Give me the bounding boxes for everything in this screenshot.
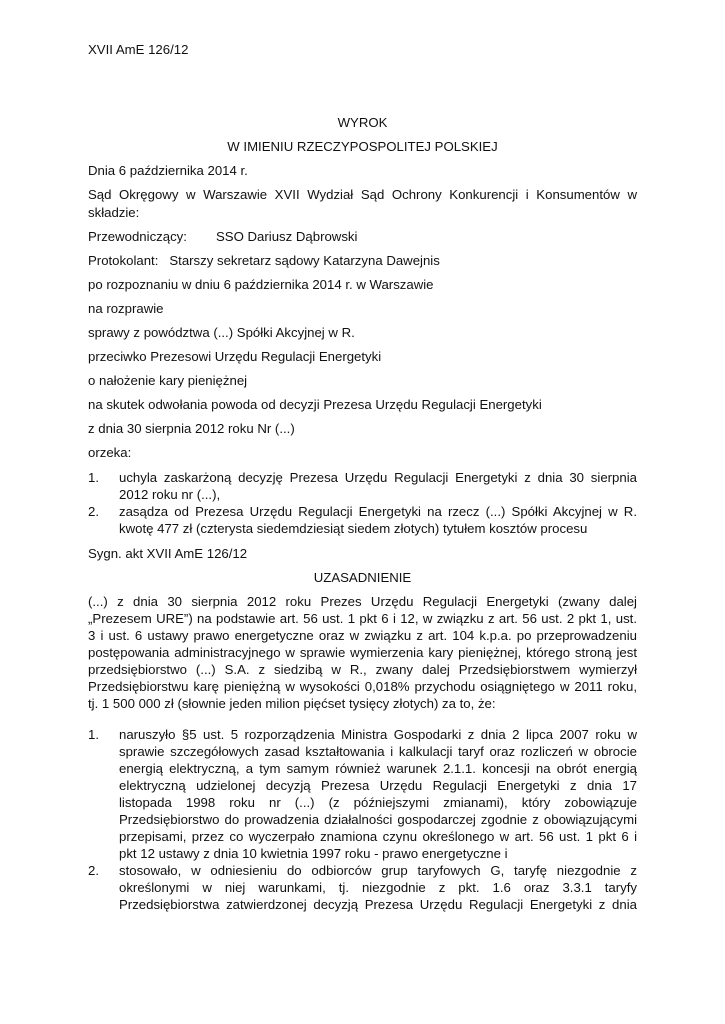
proceedings-line: z dnia 30 sierpnia 2012 roku Nr (...)	[88, 421, 295, 436]
justification-line: Przedsiębiorstwu karę pieniężną w wysokości 0,018% przychodu osiągniętego w 2011 roku,	[88, 679, 637, 694]
point-line: stosowało, w odniesieniu do odbiorców grup taryfowych G, taryfę niezgodnie z	[119, 863, 637, 878]
justification-paragraph	[88, 593, 637, 712]
ruling-item	[119, 469, 637, 503]
point-line: przepisami, przez co wyczerpało znamiona czynu określonego w art. 56 ust. 1 pkt 6 i	[119, 829, 637, 844]
court-line-2: składzie:	[88, 205, 140, 220]
justification-line: „Prezesem URE”) na podstawie art. 56 ust. 1 pkt 6 i 12, w związku z art. 56 ust. 2 pkt 1, ust.	[88, 611, 637, 626]
point-number: 1.	[88, 727, 99, 742]
chair-label: Przewodniczący:	[88, 229, 187, 244]
ruling-number: 1.	[88, 470, 99, 485]
proceedings-line: o nałożenie kary pieniężnej	[88, 373, 248, 388]
clerk-value: Starszy sekretarz sądowy Katarzyna Dawejnis	[169, 253, 440, 268]
justification-point	[119, 726, 637, 862]
proceedings-line: na skutek odwołania powoda od decyzji Prezesa Urzędu Regulacji Energetyki	[88, 397, 542, 412]
signature: Sygn. akt XVII AmE 126/12	[88, 546, 248, 561]
clerk-row	[88, 252, 440, 269]
justification-point	[119, 862, 637, 913]
ruling-line: 2012 roku nr (...),	[119, 487, 221, 502]
justification-line: 3 i ust. 6 ustawy prawo energetyczne oraz w związku z art. 104 k.p.a. po przeprowadzeniu	[88, 628, 637, 643]
justification-line: (...) z dnia 30 sierpnia 2012 roku Prezes Urzędu Regulacji Energetyki (zwany dalej	[88, 594, 637, 609]
chair-row	[88, 228, 357, 245]
justification-heading: UZASADNIENIE	[313, 570, 412, 585]
proceedings-line: sprawy z powództwa (...) Spółki Akcyjnej w R.	[88, 325, 355, 340]
proceedings-line: na rozprawie	[88, 301, 164, 316]
point-line: Przedsiębiorstwa zatwierdzonej decyzją Prezesa Urzędu Regulacji Energetyki z dnia	[119, 897, 637, 912]
ruling-number: 2.	[88, 504, 99, 519]
point-line: naruszyło §5 ust. 5 rozporządzenia Ministra Gospodarki z dnia 2 lipca 2007 roku w	[119, 727, 637, 742]
clerk-label: Protokolant:	[88, 253, 159, 268]
point-line: określonymi w niej warunkami, tj. niezgodnie z pkt. 1.6 oraz 3.3.1 taryfy	[119, 880, 637, 895]
point-line: listopada 1998 roku nr (...) (z późniejszymi zmianami), który zobowiązuje	[119, 795, 637, 810]
point-number: 2.	[88, 863, 99, 878]
proceedings-line: przeciwko Prezesowi Urzędu Regulacji Energetyki	[88, 349, 382, 364]
justification-line: postępowania administracyjnego w sprawie wymierzenia kary pieniężnej, którego stroną jest	[88, 645, 637, 660]
point-line: sprawie szczegółowych zasad kształtowania i kalkulacji taryf oraz rozliczeń w obrocie	[119, 744, 637, 759]
point-line: energią elektryczną, a tym samym również warunek 2.1.1. koncesji na obrót energią	[119, 761, 637, 776]
chair-value: SSO Dariusz Dąbrowski	[216, 229, 358, 244]
ruling-line: zasądza od Prezesa Urzędu Regulacji Energetyki na rzecz (...) Spółki Akcyjnej w R.	[119, 504, 637, 519]
proceedings-line: orzeka:	[88, 445, 132, 460]
ruling-line: kwotę 477 zł (czterysta siedemdziesiąt siedem złotych) tytułem kosztów procesu	[119, 521, 588, 536]
point-line: elektryczną udzielonej decyzją Prezesa Urzędu Regulacji Energetyki z dnia 17	[119, 778, 637, 793]
proceedings-line: po rozpoznaniu w dniu 6 października 2014 r. w Warszawie	[88, 277, 434, 292]
justification-line: tj. 1 500 000 zł (słownie jeden milion pięćset tysięcy złotych) za to, że:	[88, 696, 496, 711]
verdict-date: Dnia 6 października 2014 r.	[88, 163, 248, 178]
verdict-subtitle: W IMIENIU RZECZYPOSPOLITEJ POLSKIEJ	[227, 139, 498, 154]
court-line-1: Sąd Okręgowy w Warszawie XVII Wydział Sąd Ochrony Konkurencji i Konsumentów w	[88, 187, 637, 202]
verdict-title: WYROK	[337, 115, 388, 130]
ruling-item	[119, 503, 637, 537]
point-line: pkt 12 ustawy z dnia 10 kwietnia 1997 roku - prawo energetyczne i	[119, 846, 508, 861]
justification-line: przedsiębiorstwo (...) S.A. z siedzibą w R., zwany dalej Przedsiębiorstwem wymierzył	[88, 662, 637, 677]
point-line: Przedsiębiorstwo do prowadzenia działalności gospodarczej zgodnie z obowiązującymi	[119, 812, 637, 827]
ruling-line: uchyla zaskarżoną decyzję Prezesa Urzędu Regulacji Energetyki z dnia 30 sierpnia	[119, 470, 637, 485]
case-reference: XVII AmE 126/12	[88, 42, 189, 57]
